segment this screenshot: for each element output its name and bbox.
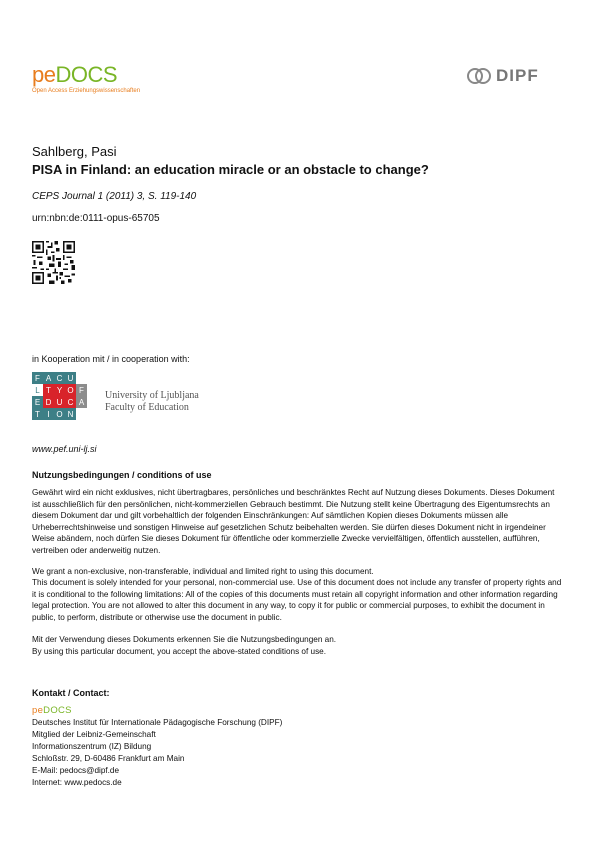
faculty-grid-cell: U xyxy=(65,372,76,384)
contact-pedocs-logo: peDOCS xyxy=(32,705,72,716)
faculty-grid-cell: N xyxy=(65,408,76,420)
faculty-grid-cell xyxy=(65,420,76,432)
faculty-line: Faculty of Education xyxy=(105,402,189,413)
faculty-grid-cell: O xyxy=(54,408,65,420)
document-title: PISA in Finland: an education miracle or an obstacle to change? xyxy=(32,162,429,177)
faculty-grid-cell: T xyxy=(43,384,54,396)
faculty-grid-cell: F xyxy=(76,384,87,396)
faculty-grid-cell: I xyxy=(43,408,54,420)
contact-line: Mitglied der Leibniz-Gemeinschaft xyxy=(32,730,156,739)
qr-code xyxy=(32,241,75,284)
faculty-grid-cell xyxy=(76,420,87,432)
pedocs-wordmark: peDOCS xyxy=(32,62,118,87)
contact-line: Deutsches Institut für Internationale Pädagogische Forschung (DIPF) xyxy=(32,718,283,727)
contact-heading: Kontakt / Contact: xyxy=(32,688,110,698)
faculty-grid-cell xyxy=(76,372,87,384)
faculty-grid-cell xyxy=(54,420,65,432)
terms-heading: Nutzungsbedingungen / conditions of use xyxy=(32,470,212,480)
contact-email: E-Mail: pedocs@dipf.de xyxy=(32,766,120,775)
faculty-grid-cell: A xyxy=(76,396,87,408)
faculty-letter-grid xyxy=(32,372,87,432)
faculty-grid-cell: F xyxy=(32,372,43,384)
terms-german-acceptance: Mit der Verwendung dieses Dokuments erkennen Sie die Nutzungsbedingungen an. xyxy=(32,635,337,644)
terms-german: Gewährt wird ein nicht exklusives, nicht übertragbares, persönliches und beschränktes Recht auf Nutzung dieses Dokuments. Dieses Dokument ist ausschließlich für den persönlichen, nicht-kommerziellen Gebrauch bestimmt. Die Nutzung stellt keine Übertragung des Eigentumsrechts an diesem Dokument dar und gilt vorbehaltlich der folgenden Einschränkungen: Auf sämtlichen Kopien dieses Dokuments müssen alle Urheberrechtshinweise und sonstigen Hinweise auf gesetzlichen Schutz beibehalten werden. Sie dürfen dieses Dokument nicht in irgendeiner Weise abändern, noch dürfen Sie dieses Dokument für öffentliche oder kommerzielle Zwecke vervielfältigen, öffentlich ausstellen, aufführen, vertreiben oder anderweitig nutzen. xyxy=(32,488,555,555)
cooperation-label: in Kooperation mit / in cooperation with: xyxy=(32,354,190,364)
faculty-grid-cell xyxy=(43,420,54,432)
dipf-label: DIPF xyxy=(496,66,539,85)
faculty-grid-cell: A xyxy=(43,372,54,384)
faculty-grid-cell: E xyxy=(32,396,43,408)
contact-website: Internet: www.pedocs.de xyxy=(32,778,122,787)
faculty-grid-cell: O xyxy=(65,384,76,396)
faculty-grid-cell xyxy=(76,408,87,420)
urn: urn:nbn:de:0111-opus-65705 xyxy=(32,213,160,224)
dipf-rings-icon xyxy=(466,67,492,85)
cooperation-website: www.pef.uni-lj.si xyxy=(32,444,97,454)
contact-line: Schloßstr. 29, D-60486 Frankfurt am Main xyxy=(32,754,185,763)
pedocs-tagline: Open Access Erziehungswissenschaften xyxy=(32,88,141,94)
faculty-wordmark xyxy=(105,390,199,414)
faculty-grid-cell: C xyxy=(54,372,65,384)
faculty-grid-cell: L xyxy=(32,384,43,396)
contact-line: Informationszentrum (IZ) Bildung xyxy=(32,742,152,751)
author: Sahlberg, Pasi xyxy=(32,144,117,159)
terms-english-grant: We grant a non-exclusive, non-transferable, individual and limited right to using this document. xyxy=(32,567,374,576)
faculty-logo xyxy=(32,372,199,432)
university-line: University of Ljubljana xyxy=(105,390,199,401)
faculty-grid-cell: U xyxy=(54,396,65,408)
citation: CEPS Journal 1 (2011) 3, S. 119-140 xyxy=(32,191,197,202)
faculty-grid-cell: C xyxy=(65,396,76,408)
faculty-grid-cell: Y xyxy=(54,384,65,396)
terms-english-acceptance: By using this particular document, you accept the above-stated conditions of use. xyxy=(32,647,327,656)
faculty-grid-cell: T xyxy=(32,408,43,420)
faculty-grid-cell xyxy=(32,420,43,432)
faculty-grid-cell: D xyxy=(43,396,54,408)
pedocs-logo xyxy=(32,64,140,94)
terms-english: This document is solely intended for your personal, non-commercial use. Use of this document does not include any transfer of property rights and it is conditional to the following limitations: All of the copies of this documents must retain all copyright information and other information regarding legal protection. You are not allowed to alter this document in any way, to copy it for public or commercial purposes, to exhibit the document in public, to perform, distribute or otherwise use the document in public. xyxy=(32,578,562,622)
dipf-logo xyxy=(466,66,539,86)
